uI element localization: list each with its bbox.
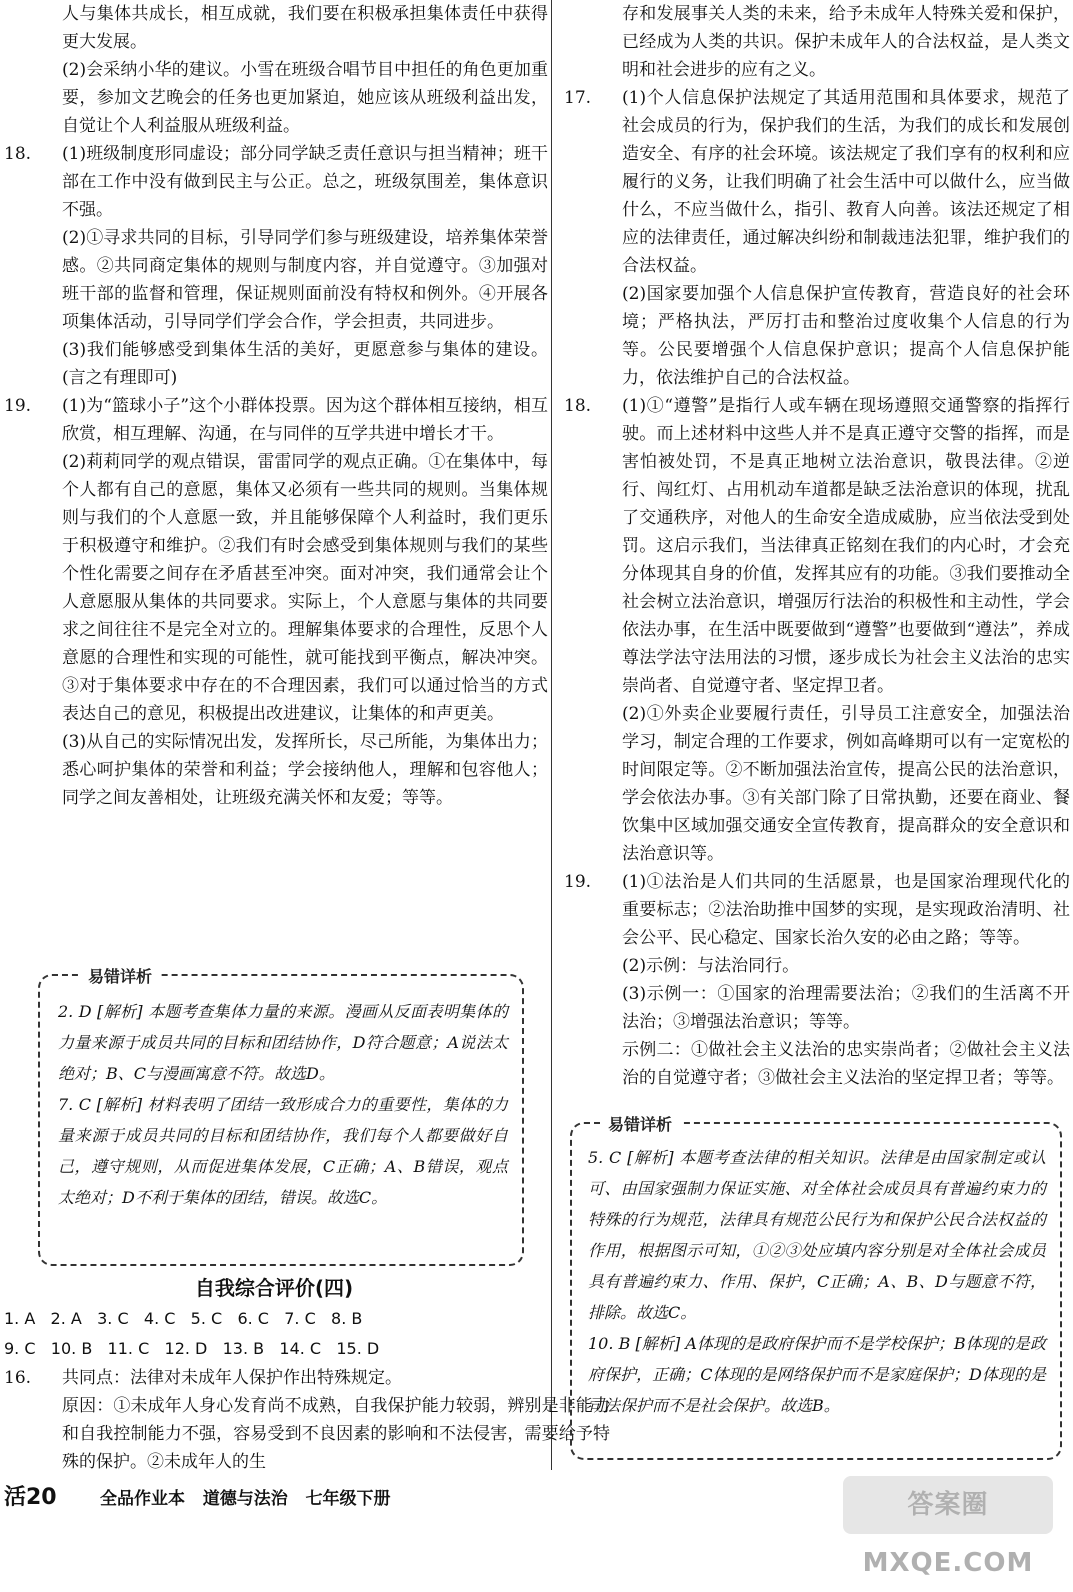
question-number: 16. bbox=[4, 1368, 32, 1388]
left-top-block bbox=[0, 0, 548, 812]
answer-part: (3)从自己的实际情况出发，发挥所长，尽己所能，为集体出力；悉心呵护集体的荣誉和利益；学会接纳他人，理解和包容他人；同学之间友善相处，让班级充满关怀和友爱；等等。 bbox=[62, 732, 548, 808]
answer-part: 共同点：法律对未成年人保护作出特殊规定。 bbox=[62, 1368, 402, 1388]
answer-part: (1)班级制度形同虚设；部分同学缺乏责任意识与担当精神；班干部在工作中没有做到民主与公正。总之，班级氛围差，集体意识不强。 bbox=[62, 144, 548, 220]
question-18 bbox=[0, 140, 548, 392]
answer-part: (2)①寻求共同的目标，引导同学们参与班级建设，培养集体荣誉感。②共同商定集体的规则与制度内容，并自觉遵守。③加强对班干部的监督和管理，保证规则面前没有特权和例外。④开展各项集体活动，引导同学们学会合作，学会担责，共同进步。 bbox=[62, 228, 548, 332]
column-divider bbox=[551, 0, 552, 1470]
paragraph-answer-2: (2)会采纳小华的建议。小雪在班级合唱节目中担任的角色更加重要，参加文艺晚会的任务也更加紧迫，她应该从班级利益出发，自觉让个人利益服从班级利益。 bbox=[62, 60, 548, 136]
question-18 bbox=[560, 392, 1070, 868]
error-analysis-box bbox=[570, 1115, 1062, 1460]
answer-part: 示例二：①做社会主义法治的忠实崇尚者；②做社会主义法治的自觉遵守者；③做社会主义法治的坚定捍卫者；等等。 bbox=[622, 1040, 1070, 1088]
answer-part: (1)①法治是人们共同的生活愿景，也是国家治理现代化的重要标志；②法治助推中国梦的实现，是实现政治清明、社会公平、民心稳定、国家长治久安的必由之路；等等。 bbox=[622, 872, 1070, 948]
error-analysis-box bbox=[38, 967, 524, 1266]
answer-part: (1)为“篮球小子”这个小群体投票。因为这个群体相互接纳，相互欣赏，相互理解、沟通，在与同伴的互学共进中增长才干。 bbox=[62, 396, 548, 444]
right-top-block bbox=[560, 0, 1070, 1092]
analysis-item: 2. D [解析] 本题考查集体力量的来源。漫画从反面表明集体的力量来源于成员共同的目标和团结协作，D符合题意；A说法太绝对；B、C与漫画寓意不符。故选D。 bbox=[58, 1002, 508, 1083]
analysis-item: 7. C [解析] 材料表明了团结一致形成合力的重要性，集体的力量来源于成员共同的目标和团结协作，我们每个人都要做好自己，遵守规则，从而促进集体发展，C正确；A、B错误，观点太绝对；D不利于集体的团结，错误。故选C。 bbox=[58, 1095, 508, 1207]
question-16 bbox=[0, 1364, 610, 1476]
box-content bbox=[588, 1142, 1046, 1421]
question-17 bbox=[560, 84, 1070, 392]
answer-part: (3)示例一：①国家的治理需要法治；②我们的生活离不开法治；③增强法治意识；等等。 bbox=[622, 984, 1070, 1032]
question-number: 17. bbox=[564, 88, 592, 108]
analysis-item: 5. C [解析] 本题考查法律的相关知识。法律是由国家制定或认可、由国家强制力保证实施、对全体社会成员具有普遍约束力的特殊的行为规范，法律具有规范公民行为和保护公民合法权益的作用，根据图示可知，①②③处应填内容分别是对全体社会成员具有普遍约束力、作用、保护，C正确；A、B、D与题意不符，排除。故选C。 bbox=[588, 1148, 1046, 1322]
question-19 bbox=[560, 868, 1070, 1092]
question-number: 18. bbox=[4, 144, 32, 164]
answer-part: (1)①“遵警”是指行人或车辆在现场遵照交通警察的指挥行驶。而上述材料中这些人并不是真正遵守交警的指挥，而是害怕被处罚，不是真正地树立法治意识，敬畏法律。②逆行、闯红灯、占用机动车道都是缺乏法治意识的体现，扰乱了交通秩序，对他人的生命安全造成威胁，应当依法受到处罚。这启示我们，当法律真正铭刻在我们的内心时，才会充分体现其自身的价值，发挥其应有的功能。③我们要推动全社会树立法治意识，增强厉行法治的积极性和主动性，学会依法办事，在生活中既要做到“遵警”也要做到“遵法”，养成尊法学法守法用法的习惯，逐步成长为社会主义法治的忠实崇尚者、自觉遵守者、坚定捍卫者。 bbox=[622, 396, 1070, 696]
choice-answers bbox=[4, 1304, 544, 1364]
answer-part: (2)莉莉同学的观点错误，雷雷同学的观点正确。①在集体中，每个人都有自己的意愿，集体又必须有一些共同的规则。当集体规则与我们的个人意愿一致，并且能够保障个人利益时，我们更乐于积极遵守和维护。②我们有时会感受到集体规则与我们的某些个性化需要之间存在矛盾甚至冲突。面对冲突，我们通常会让个人意愿服从集体的共同要求。实际上，个人意愿与集体的共同要求之间往往不是完全对立的。理解集体要求的合理性，反思个人意愿的合理性和实现的可能性，就可能找到平衡点，解决冲突。③对于集体要求中存在的不合理因素，我们可以通过恰当的方式表达自己的意见，积极提出改进建议，让集体的和声更美。 bbox=[62, 452, 548, 724]
book-title: 全品作业本 道德与法治 七年级下册 bbox=[100, 1489, 391, 1509]
question-number: 19. bbox=[564, 872, 592, 892]
page-footer bbox=[0, 1470, 1073, 1578]
watermark-logo: 答案圈 MXQE.COM bbox=[843, 1476, 1053, 1534]
answers-row: 1. A 2. A 3. C 4. C 5. C 6. C 7. C 8. B bbox=[4, 1309, 363, 1328]
answer-part: (3)我们能够感受到集体生活的美好，更愿意参与集体的建设。(言之有理即可) bbox=[62, 340, 548, 388]
box-content bbox=[58, 996, 508, 1213]
answer-part: (2)示例：与法治同行。 bbox=[622, 956, 800, 976]
answer-part: (1)个人信息保护法规定了其适用范围和具体要求，规范了社会成员的行为，保护我们的生活，为我们的成长和发展创造安全、有序的社会环境。该法规定了我们享有的权利和应履行的义务，让我们明确了社会生活中可以做什么，应当做什么，不应当做什么，指引、教育人向善。该法还规定了相应的法律责任，通过解决纠纷和制裁违法犯罪，维护我们的合法权益。 bbox=[622, 88, 1070, 276]
answers-row: 9. C 10. B 11. C 12. D 13. B 14. C 15. D bbox=[4, 1339, 380, 1358]
answer-part: (2)①外卖企业要履行责任，引导员工注意安全，加强法治学习，制定合理的工作要求，例如高峰期可以有一定宽松的时间限定等。②不断加强法治宣传，提高公民的法治意识，学会依法办事。③有关部门除了日常执勤，还要在商业、餐饮集中区域加强交通安全宣传教育，提高群众的安全意识和法治意识等。 bbox=[622, 704, 1070, 864]
paragraph-continuation: 人与集体共成长，相互成就，我们要在积极承担集体责任中获得更大发展。 bbox=[62, 4, 548, 52]
paragraph-continuation: 存和发展事关人类的未来，给予未成年人特殊关爱和保护，已经成为人类的共识。保护未成年人的合法权益，是人类文明和社会进步的应有之义。 bbox=[622, 4, 1070, 80]
box-title: 易错详析 bbox=[600, 1112, 680, 1135]
answer-part: (2)国家要加强个人信息保护宣传教育，营造良好的社会环境；严格执法，严厉打击和整治过度收集个人信息的行为等。公民要增强个人信息保护意识；提高个人信息保护能力，依法维护自己的合法权益。 bbox=[622, 284, 1070, 388]
question-19 bbox=[0, 392, 548, 812]
answer-part: 原因：①未成年人身心发育尚不成熟，自我保护能力较弱，辨别是非能力和自我控制能力不强，容易受到不良因素的影响和不法侵害，需要给予特殊的保护。②未成年人的生 bbox=[62, 1396, 610, 1472]
section-heading: 自我综合评价(四) bbox=[194, 1276, 354, 1300]
analysis-item: 10. B [解析] A体现的是政府保护而不是学校保护；B体现的是政府保护，正确；C体现的是网络保护而不是家庭保护；D体现的是司法保护而不是社会保护。故选B。 bbox=[588, 1334, 1046, 1415]
page-number: 活20 bbox=[4, 1485, 57, 1510]
question-number: 19. bbox=[4, 396, 32, 416]
question-number: 18. bbox=[564, 396, 592, 416]
box-title: 易错详析 bbox=[80, 964, 160, 987]
